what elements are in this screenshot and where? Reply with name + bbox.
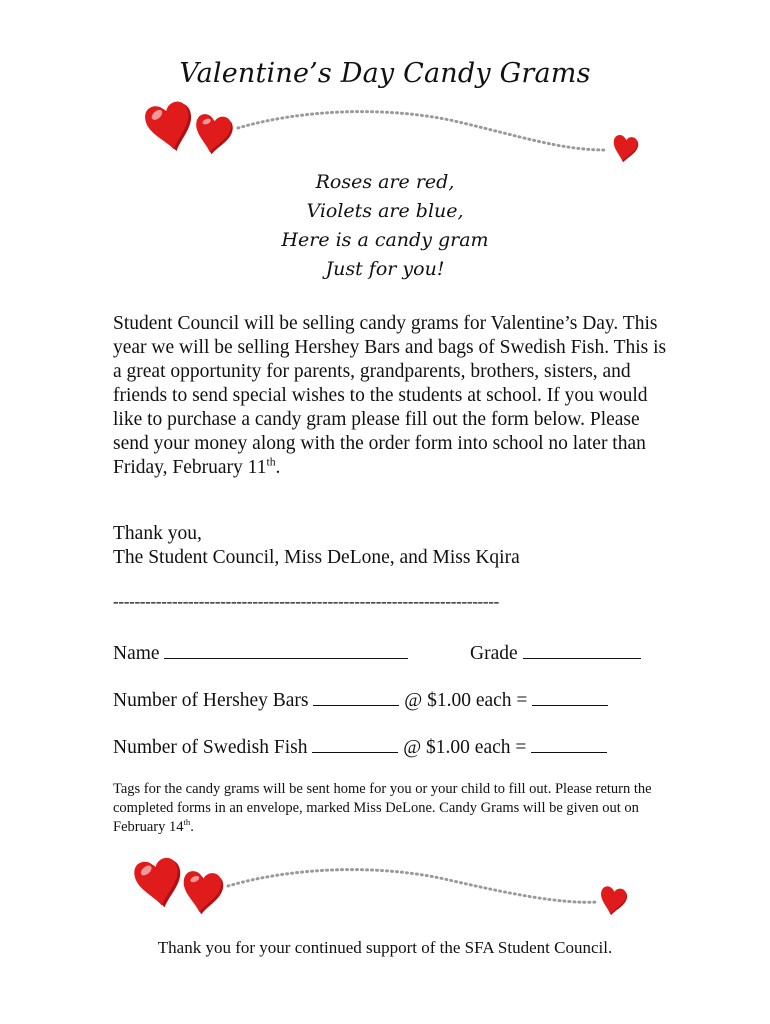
heart-icon bbox=[598, 885, 629, 917]
price-text: @ $1.00 each = bbox=[404, 690, 528, 711]
cut-line-divider: ------------------------------------------------------------------------ bbox=[113, 592, 500, 611]
fish-quantity-field[interactable] bbox=[312, 734, 398, 753]
grade-label: Grade bbox=[470, 643, 518, 664]
name-grade-row bbox=[113, 640, 673, 665]
footer-text: Thank you for your continued support of the SFA Student Council. bbox=[157, 938, 613, 957]
hershey-quantity-field[interactable] bbox=[313, 687, 399, 706]
price-text: @ $1.00 each = bbox=[403, 737, 527, 758]
thanks-block bbox=[113, 522, 673, 570]
poem-line: Roses are red, bbox=[315, 171, 455, 193]
fish-label: Number of Swedish Fish bbox=[113, 737, 308, 758]
poem-line: Violets are blue, bbox=[306, 200, 464, 222]
poem bbox=[0, 168, 770, 284]
hearts-decoration-bottom bbox=[0, 848, 770, 928]
thanks-line: Thank you, bbox=[113, 523, 202, 544]
hershey-label: Number of Hershey Bars bbox=[113, 690, 309, 711]
hershey-row bbox=[113, 687, 673, 712]
tags-note: Tags for the candy grams will be sent home for you or your child to fill out. Please return the completed forms in an envelope, marked Miss DeLone. Candy Grams will be given out on February 14th. bbox=[113, 781, 652, 835]
fish-total-field[interactable] bbox=[531, 734, 607, 753]
dotted-swirl bbox=[228, 870, 598, 903]
heart-icon bbox=[132, 856, 185, 912]
poem-line: Just for you! bbox=[325, 258, 445, 280]
heart-icon bbox=[192, 113, 234, 157]
heart-icon bbox=[143, 99, 198, 156]
hershey-total-field[interactable] bbox=[532, 687, 608, 706]
name-field[interactable] bbox=[164, 640, 408, 659]
grade-field[interactable] bbox=[523, 640, 641, 659]
page-title: Valentine’s Day Candy Grams bbox=[179, 58, 591, 89]
heart-icon bbox=[180, 870, 224, 916]
poem-line: Here is a candy gram bbox=[281, 229, 489, 251]
fish-row bbox=[113, 734, 673, 759]
signature-line: The Student Council, Miss DeLone, and Miss Kqira bbox=[113, 547, 520, 568]
body-paragraph: Student Council will be selling candy grams for Valentine’s Day. This year we will be selling Hershey Bars and bags of Swedish Fish. This is a great opportunity for parents, grandparents, brothers, sisters, and friends to send special wishes to the students at school. If you would like to purchase a candy gram please fill out the form below. Please send your money along with the order form into school no later than Friday, February 11th. bbox=[113, 313, 667, 478]
heart-icon bbox=[610, 134, 639, 164]
hearts-decoration-top bbox=[0, 92, 770, 172]
name-label: Name bbox=[113, 643, 160, 664]
dotted-swirl bbox=[238, 112, 605, 150]
